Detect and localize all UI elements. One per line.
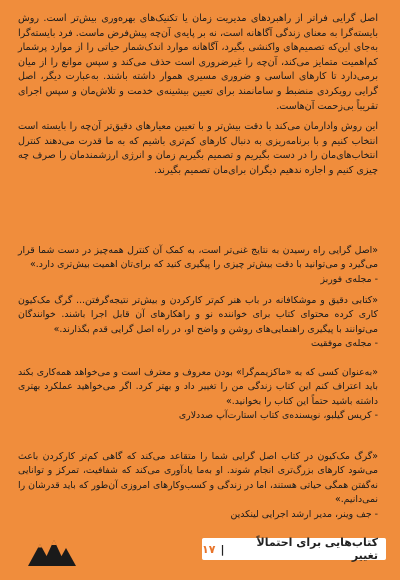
series-divider: | (220, 542, 225, 556)
quote-text: «کتابی دقیق و موشکافانه در باب هنر کم‌تر کارکردن و بیش‌تر نتیجه‌گرفتن... گرگ مک‌کیون کاری کرده محتوای کتاب برای خواننده نو و راهکارهای آن قابل اجرا باشند. خوانندگان می‌توانند با پیگیری راهنمایی‌های روشن و واضح او، در راه اصل گرایی قدم بگذارند.» (18, 295, 378, 335)
series-title: کتاب‌هایی برای احتمالاً تغییر (256, 536, 378, 562)
quote-source: - جف وینر، مدیر ارشد اجرایی لینکدین (230, 508, 378, 520)
quote-source: - مجله‌ی موفقیت (310, 338, 378, 350)
quote-block (18, 244, 378, 287)
mountains-icon (28, 536, 76, 566)
quote-block (18, 366, 378, 424)
quote-source: - مجله‌ی فوربز (320, 273, 378, 285)
intro-paragraph: این روش وادارمان می‌کند با دقت بیش‌تر و با تعیین معیارهای دقیق‌تر آن‌چه را بایسته است انتخاب کنیم و با برنامه‌ریزی به دنبال کارهای کم‌تری باشیم که به ما قدرت می‌دهند کنترل انتخاب‌های‌مان را در دست بگیریم و تصمیم بگیریم زمان و انرژی ارزشمندمان را صرف چه چیزی کنیم و اجازه ندهیم دیگران برای‌مان تصمیم بگیرند. (18, 121, 378, 176)
intro-paragraph: اصل گرایی فراتر از راهبردهای مدیریت زمان یا تکنیک‌های بهره‌وری بیش‌تر است. روش بایسته‌گرا به معنای زندگی آگاهانه است، نه بر پایه‌ی آن‌چه پیش‌فرض ماست. فرد بایسته‌گرا به‌جای این‌که تصمیم‌های واکنشی بگیرد، آگاهانه موارد اندک‌شمار حیاتی را از موارد پرشمار کم‌اهمیت متمایز می‌کند، آن‌چه را غیرضروری است حذف می‌کند و سپس موانع را از میان برمی‌دارد تا کارهای اساسی و ضروری مسیری هموار داشته باشند. به‌عبارت دیگر، اصل گرایی رویکردی منضبط و سامانمند برای تعیین بیشینه‌ی خدمت و تلاش‌مان و سپس اجرای تقریباً بی‌زحمت آن‌هاست. (18, 13, 378, 112)
series-label (202, 538, 386, 560)
quote-source: - کریس گیلبو، نویسنده‌ی کتاب استارت‌آپ صددلاری (178, 410, 378, 422)
quote-text: «اصل گرایی راه رسیدن به نتایج غنی‌تر است، به کمک آن کنترل همه‌چیز در دست شما قرار می‌گیرد و می‌توانید با دقت بیش‌تر چیزی را پیگیری کنید که برای‌تان اهمیت بیش‌تری دارد.» (18, 245, 378, 271)
publisher-mountains-logo (28, 536, 76, 566)
quote-text: «به‌عنوان کسی که به «ماکزیمم‌گرا» بودن معروف و معترف است و می‌خواهد همه‌کاری بکند باید اعتراف کنم این کتاب زندگی من را تغییر داد و بهتر کرد. اگر می‌خواهید عملکرد بهتری داشته باشید حتماً این کتاب را بخوانید.» (18, 367, 378, 407)
intro-section (18, 12, 378, 179)
quote-text: «گرگ مک‌کیون در کتاب اصل گرایی شما را متقاعد می‌کند که گاهی کم‌تر کارکردن باعث می‌شود کارهای بزرگ‌تری انجام شوند. او به‌ما یادآوری می‌کند که شفافیت، تمرکز و توانایی نه‌گفتن همگی حیاتی هستند، اما در زندگی و کسب‌وکارهای امروزی آن‌طور که باید قدرشان را نمی‌دانیم.» (18, 451, 378, 506)
quote-block (18, 294, 378, 352)
series-number: ۱۷ (202, 542, 216, 556)
quote-block (18, 450, 378, 522)
